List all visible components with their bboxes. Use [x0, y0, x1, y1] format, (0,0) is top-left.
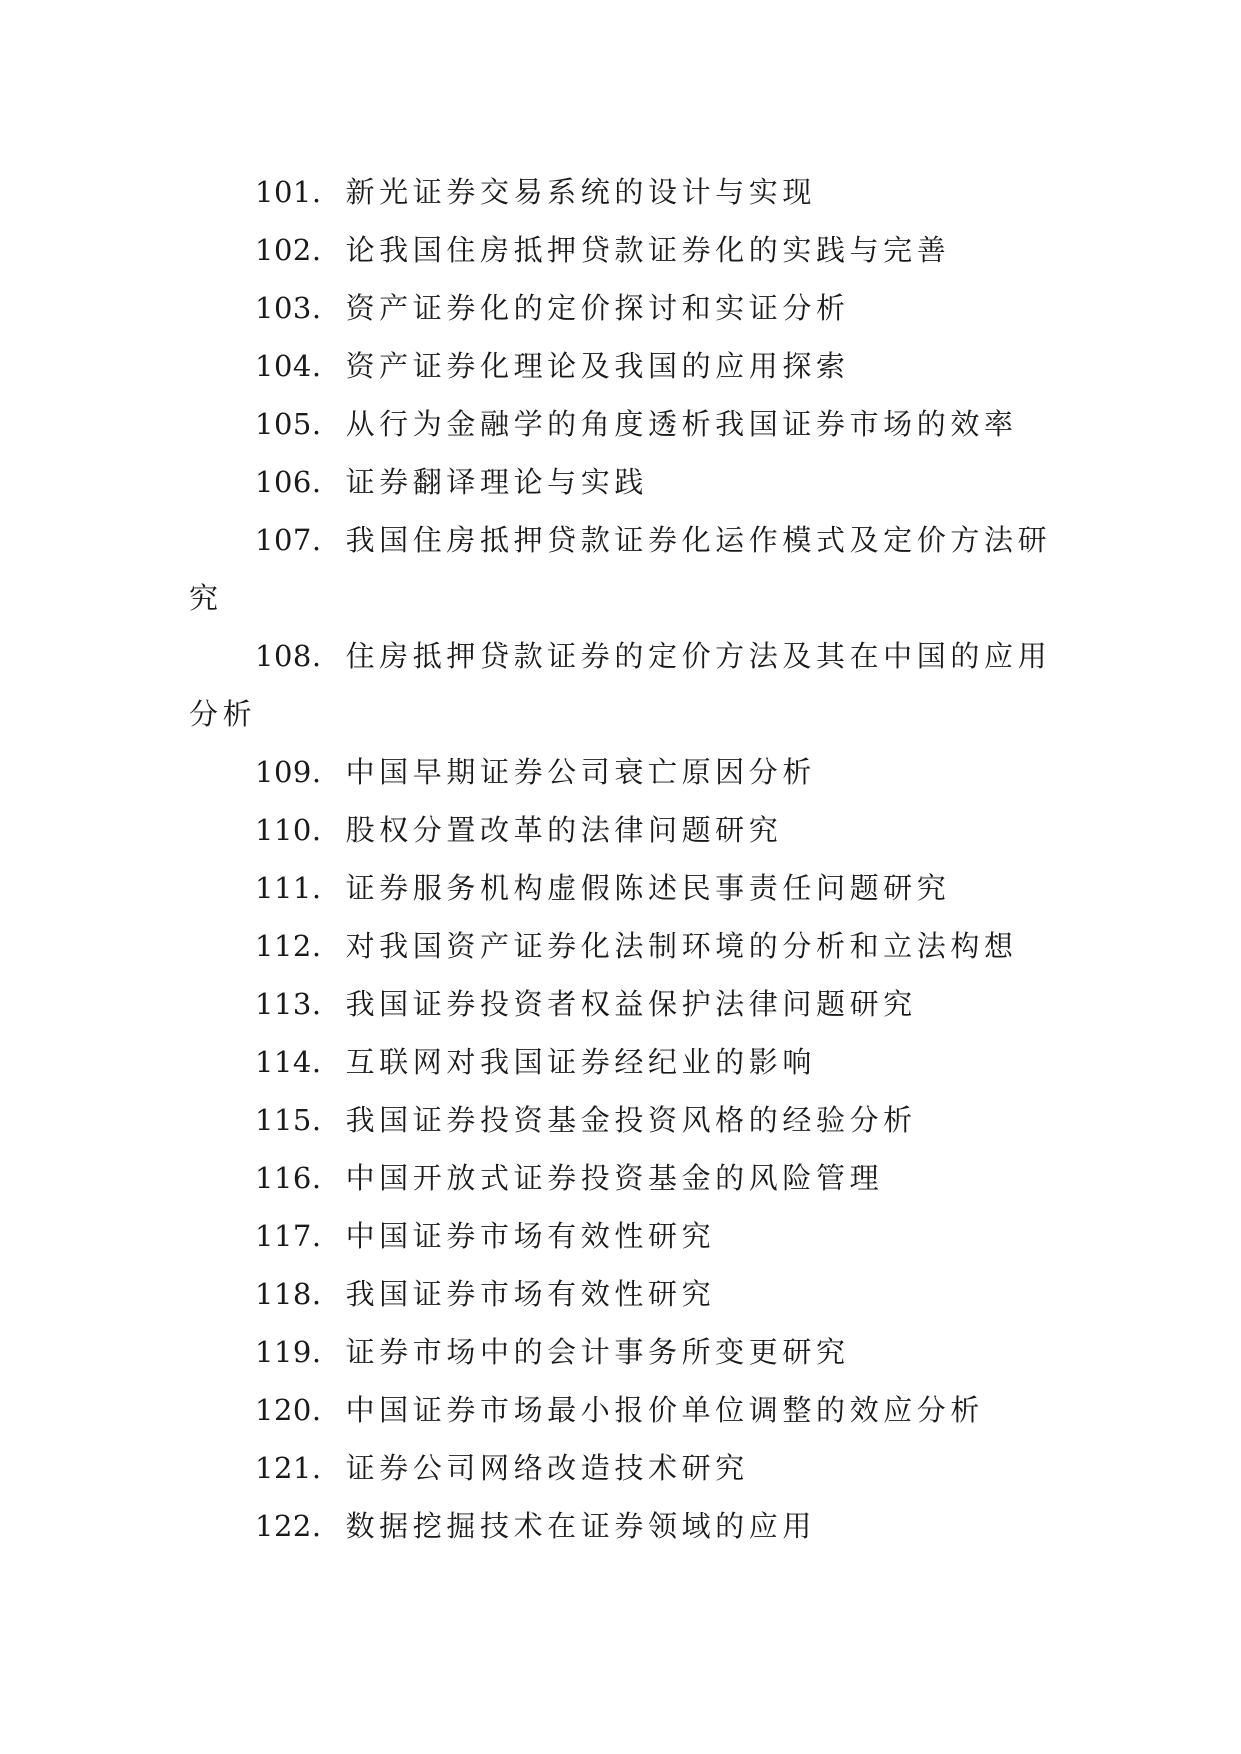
- item-number: 109.: [255, 755, 322, 789]
- list-item: [189, 1265, 1055, 1323]
- item-number: 102.: [255, 233, 322, 267]
- item-title: 股权分置改革的法律问题研究: [345, 813, 783, 847]
- item-title: 中国开放式证券投资基金的风险管理: [345, 1161, 884, 1195]
- list-item: [189, 221, 1055, 279]
- item-title: 我国证券市场有效性研究: [345, 1277, 716, 1311]
- list-item: [189, 627, 1055, 743]
- item-number: 115.: [255, 1103, 322, 1137]
- list-item: [189, 511, 1055, 627]
- item-title: 资产证券化的定价探讨和实证分析: [345, 291, 850, 325]
- item-title: 从行为金融学的角度透析我国证券市场的效率: [345, 407, 1018, 441]
- list-item: [189, 163, 1055, 221]
- list-item: [189, 1207, 1055, 1265]
- item-number: 117.: [255, 1219, 322, 1253]
- list-item: [189, 279, 1055, 337]
- list-item: [189, 1381, 1055, 1439]
- list-item: [189, 1497, 1055, 1555]
- item-title: 数据挖掘技术在证券领域的应用: [345, 1509, 816, 1543]
- item-number: 103.: [255, 291, 322, 325]
- list-item: [189, 1323, 1055, 1381]
- item-title: 中国证券市场最小报价单位调整的效应分析: [345, 1393, 984, 1427]
- item-number: 122.: [255, 1509, 322, 1543]
- item-title: 我国住房抵押贷款证券化运作模式及定价方法研究: [189, 523, 1052, 615]
- item-number: 108.: [255, 639, 322, 673]
- list-item: [189, 859, 1055, 917]
- item-number: 104.: [255, 349, 322, 383]
- item-title: 论我国住房抵押贷款证券化的实践与完善: [345, 233, 951, 267]
- item-number: 113.: [255, 987, 322, 1021]
- list-item: [189, 917, 1055, 975]
- item-title: 我国证券投资基金投资风格的经验分析: [345, 1103, 917, 1137]
- item-number: 101.: [255, 175, 322, 209]
- item-number: 112.: [255, 929, 322, 963]
- item-number: 119.: [255, 1335, 322, 1369]
- item-title: 证券市场中的会计事务所变更研究: [345, 1335, 850, 1369]
- item-number: 118.: [255, 1277, 322, 1311]
- item-title: 新光证券交易系统的设计与实现: [345, 175, 816, 209]
- list-item: [189, 1091, 1055, 1149]
- item-title: 中国证券市场有效性研究: [345, 1219, 716, 1253]
- item-title: 资产证券化理论及我国的应用探索: [345, 349, 850, 383]
- item-number: 110.: [255, 813, 322, 847]
- list-item: [189, 801, 1055, 859]
- item-title: 住房抵押贷款证券的定价方法及其在中国的应用分析: [189, 639, 1052, 731]
- list-item: [189, 395, 1055, 453]
- item-number: 111.: [255, 871, 322, 905]
- list-item: [189, 337, 1055, 395]
- list-item: [189, 1439, 1055, 1497]
- item-number: 105.: [255, 407, 322, 441]
- item-title: 对我国资产证券化法制环境的分析和立法构想: [345, 929, 1018, 963]
- item-title: 中国早期证券公司衰亡原因分析: [345, 755, 816, 789]
- thesis-topic-list: [189, 163, 1055, 1555]
- item-title: 证券公司网络改造技术研究: [345, 1451, 749, 1485]
- item-number: 121.: [255, 1451, 322, 1485]
- item-number: 114.: [255, 1045, 322, 1079]
- item-number: 107.: [255, 523, 322, 557]
- item-title: 证券服务机构虚假陈述民事责任问题研究: [345, 871, 951, 905]
- item-title: 互联网对我国证券经纪业的影响: [345, 1045, 816, 1079]
- item-number: 106.: [255, 465, 322, 499]
- item-title: 证券翻译理论与实践: [345, 465, 648, 499]
- item-number: 120.: [255, 1393, 322, 1427]
- list-item: [189, 453, 1055, 511]
- item-number: 116.: [255, 1161, 322, 1195]
- list-item: [189, 975, 1055, 1033]
- list-item: [189, 743, 1055, 801]
- item-title: 我国证券投资者权益保护法律问题研究: [345, 987, 917, 1021]
- list-item: [189, 1033, 1055, 1091]
- list-item: [189, 1149, 1055, 1207]
